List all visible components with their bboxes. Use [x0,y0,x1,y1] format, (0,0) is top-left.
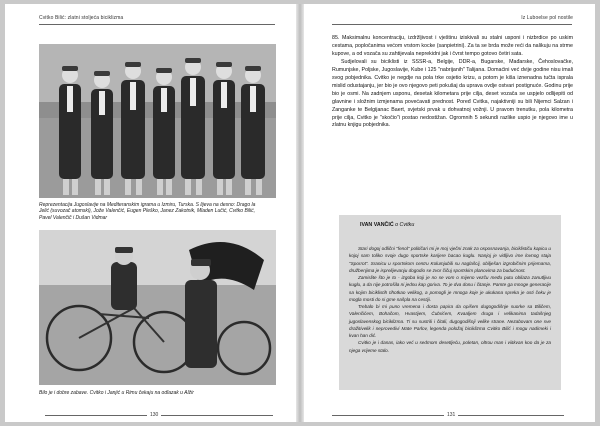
team-photo [39,44,276,198]
quote-box-title [360,222,414,228]
bicycle-photo [39,230,276,385]
header-rule-right [332,24,572,25]
quote-box-title-suffix: o Cvitku [393,222,415,228]
left-page [5,4,296,422]
right-page [304,4,595,422]
team-photo-caption: Reprezentacija Jugoslavije na Mediteranskim igrama u Izmiru, Turska. S lijeva na desno: Drago la Jelić (suvozač atomski), Jože Valenčić, Eugen Pleško, Janez Zakotnik, Mladen Lučić, Cvitko Bilić, Pavel Valenčič i Dušan Vidmar [39,202,256,221]
quote-paragraph: Trebalo bi mi puno vremena i dosta papira da opišem dugogodišnje suorke sa Biličem, Valenčićem, Bohačom, Hvastijem, Čubrićem, Kvaaljem druga i velikanima tadašnjeg jugoslavenskog biciklizma. Ti su sustrili i čitali, dugogodišnji velike strane. Nezabovam one sve dražitivelik i neprovedivi Mate Parlov, legenda položaj biciklizma Cvitko Bilić i mogu nadimeki i kvan han dić. [349,304,551,338]
running-head-right: Iz Luboelse pol nostile [521,15,573,21]
sidebar-quote-box [339,215,561,390]
quote-paragraph: Zamislite što je to - izgoba koji je no se vom o mijeno vezču među putu obilaza zanutljivu kuglu, a da nije potrošila ni jednu kap goriva. To je dva donu i čitanje. Pamte ga mnoge generacije sa kojim biciklistih tihotkao velikog, a pomogli je mnoga koje je ukukana spreka je osti čeku je mogla mosti do si gme našpla na cestiji. [349,275,551,302]
running-head-left: Cvitko Bilić: zlatni stoljeća biciklizma [39,15,124,21]
team-photo-illustration [39,44,276,198]
body-paragraph: 85. Maksimalnu koncentraciju, izdržljivost i vještinu iziskivali su stalni usponi i nizbrdice po uskim cestama, popločanima većom vrstom kocke (sanpietrini). Za ta se brda može reći da nalikuju na strme kupove, a od vozača su zahtijevala neprekidni jak i čvrst tempo gotovo četiri sata. [332,35,573,57]
quote-paragraph: Stari dogoj odlični "fenol" političari mi je moj vječni znak za osposnavanja, biciklističu kapicu u kojoj sam toliko svoje dugo sportske karijere bacao kuglu. Nanjoj je vidljivo ime lovnog staja "Sporrot". Sranicu u sportskom centru Kolumjubili su naglašcij, obilješan izgrobičnim prijemama, družbenjima je isprelijevanju dogodio se zvor čičuj sportskim planovima za budućnost. [349,246,551,273]
quote-box-title-name: IVAN VANČIĆ [360,222,394,228]
quote-box-text [349,245,551,354]
page-number-left: 130 [147,412,161,418]
quote-paragraph: Cvitko je i danas, iako već u sedmom desetljeću, poletan, oltrou man i viitkvan koo da je za njega vrijeme stalo. [349,340,551,353]
main-text [332,35,573,130]
bicycle-photo-caption: Bilo je i dobre zabave. Cvitko i Janjić u Rimu čekaju na odlazak u Alžir [39,390,194,396]
header-rule-left [39,24,275,25]
body-paragraph: Sudjelovali su biciklisti iz SSSR-a, Belgije, DDR-a, Bugarske, Mađarske, Čehoslovačke, Rumunjske, Poljske, Jugoslavije, Kube i 125 "nabrijanih" Talijana. Domaćini već dvije godine nisu imali svog pobjednika. Cvitko je negdje na pola trke osjetio krizu, a potom je kiša iznenadna tučta isprala mislid odustajanju, jer bio je ovo njegovo peti pokušaj da uprava ovdje ostvari postignuće. Godinu prije bio je osmi. Na zadnjem usponu, desetak kilometara prije cilja, deset vozača se uspjelo odlijepiti od glavnine i složnim izmjenama povećavati prednost. Poređ Cvitka, najaktivniji su bili Nijemci Salzan i Zanganke te Belgijanac Baert, svjetski prvak u dohvatnoj vožnji. U pravom trenutku, pola kilometra prije cilja, Cvitko je "skočio"i postao nedostižan. Ogromnih 5 sekundi razlike uspio je njegovo ime u zlatnu knjigu pobjednika. [332,58,573,129]
bicycle-photo-illustration [39,230,276,385]
book-spine [296,4,304,422]
page-number-right: 131 [444,412,458,418]
